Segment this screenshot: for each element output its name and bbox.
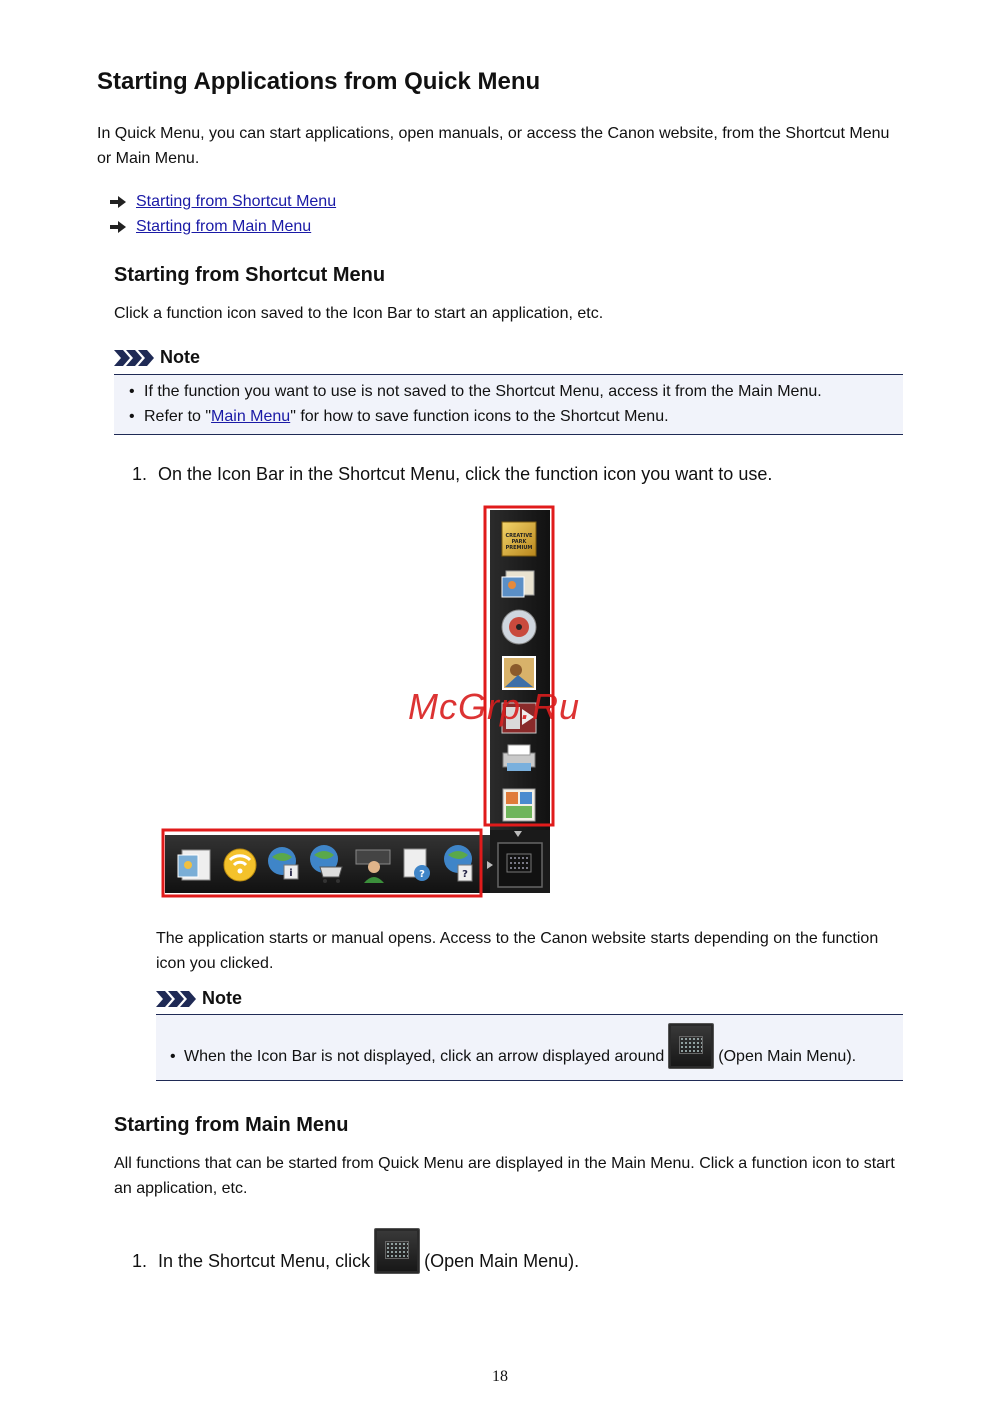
link-starting-shortcut[interactable]: Starting from Shortcut Menu xyxy=(136,192,337,210)
disc-label-icon xyxy=(502,610,536,644)
arrow-right-icon xyxy=(110,196,126,208)
svg-text:PREMIUM: PREMIUM xyxy=(505,545,533,551)
svg-text:PARK: PARK xyxy=(511,539,527,545)
note-item: • When the Icon Bar is not displayed, click an arrow displayed around (Open Main Menu). xyxy=(184,1021,856,1069)
note-chevrons-icon xyxy=(114,350,154,366)
link-row-shortcut[interactable] xyxy=(110,189,336,214)
printer-icon xyxy=(503,745,535,771)
svg-text:CREATIVE: CREATIVE xyxy=(505,533,533,539)
step-text: On the Icon Bar in the Shortcut Menu, click the function icon you want to use. xyxy=(158,464,773,484)
arrow-right-icon xyxy=(110,221,126,233)
note-header-2 xyxy=(156,988,242,1009)
shortcut-step-1 xyxy=(132,464,772,485)
step-text: In the Shortcut Menu, click xyxy=(158,1251,371,1271)
open-main-menu-icon[interactable] xyxy=(668,1023,714,1069)
intro-paragraph: In Quick Menu, you can start applications, open manuals, or access the Canon website, from the Shortcut Menu or Main Menu. xyxy=(97,125,890,167)
note-box-2 xyxy=(156,1014,903,1081)
note-item: • If the function you want to use is not saved to the Shortcut Menu, access it from the Main Menu. xyxy=(126,379,903,404)
open-main-menu-icon[interactable] xyxy=(374,1228,420,1274)
note-header xyxy=(114,347,200,368)
creative-park-premium-icon xyxy=(502,522,536,556)
watermark: McGrp.Ru xyxy=(408,686,581,727)
step-text-post: (Open Main Menu). xyxy=(424,1251,580,1271)
note-chevrons-icon xyxy=(156,991,196,1007)
note-label: Note xyxy=(160,347,200,367)
svg-text:?: ? xyxy=(462,869,468,880)
section-links xyxy=(110,189,336,239)
link-main-menu[interactable]: Main Menu xyxy=(211,408,291,425)
page-number: 18 xyxy=(492,1368,508,1385)
note-item: • Refer to "Main Menu" for how to save function icons to the Shortcut Menu. xyxy=(126,404,903,429)
step-number: 1. xyxy=(132,464,148,484)
note-label: Note xyxy=(202,988,242,1008)
open-main-menu-icon xyxy=(498,843,542,887)
photo-album-icon xyxy=(178,850,210,880)
step-number: 1. xyxy=(132,1251,148,1271)
result-paragraph: The application starts or manual opens. Access to the Canon website starts depending on the function icon you clicked. xyxy=(156,930,879,972)
page-title: Starting Applications from Quick Menu xyxy=(97,68,541,95)
note-box xyxy=(114,374,903,435)
main-step-1 xyxy=(132,1224,579,1274)
link-row-main[interactable] xyxy=(110,214,336,239)
wireless-icon xyxy=(224,849,256,881)
collage-icon xyxy=(503,789,535,821)
photo-print-icon xyxy=(502,571,534,597)
main-desc: All functions that can be started from Quick Menu are displayed in the Main Menu. Click a function icon to start an application, etc. xyxy=(114,1155,895,1197)
shortcut-heading: Starting from Shortcut Menu xyxy=(114,264,386,286)
svg-text:i: i xyxy=(289,868,293,879)
svg-text:?: ? xyxy=(419,869,425,880)
document-help-icon xyxy=(404,849,430,881)
link-starting-main[interactable]: Starting from Main Menu xyxy=(136,217,312,235)
photo-icon xyxy=(503,657,535,689)
main-heading: Starting from Main Menu xyxy=(114,1114,349,1136)
shortcut-desc: Click a function icon saved to the Icon Bar to start an application, etc. xyxy=(114,305,604,322)
